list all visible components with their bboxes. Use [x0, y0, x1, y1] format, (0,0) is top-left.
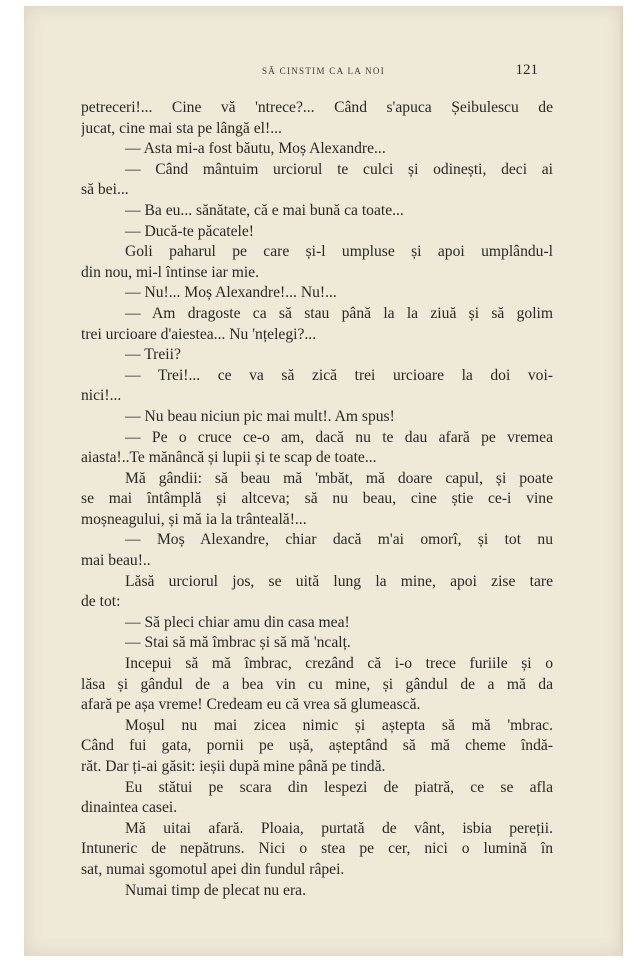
text-line: dinaintea casei.: [81, 799, 178, 817]
body-text: [81, 98, 553, 901]
text-line: din nou, mi-l întinse iar mie.: [81, 263, 260, 281]
text-line: Incepui să mă îmbrac, crezând că i-o trece furiile și o: [125, 655, 553, 673]
text-line: mai beau!..: [81, 552, 151, 570]
text-line: — Pe o cruce ce-o am, dacă nu te dau afară pe vremea: [125, 428, 553, 446]
text-line: Eu stătui pe scara din lespezi de piatră, ce se afla: [125, 778, 553, 796]
text-line: — Ba eu... sănătate, că e mai bună ca toate...: [125, 201, 404, 219]
text-line: — Moș Alexandre, chiar dacă m'ai omorî, și tot nu: [125, 531, 553, 549]
text-line: Numai timp de plecat nu era.: [125, 881, 306, 899]
text-line: — Am dragoste ca să stau până la la ziuă și să golim: [125, 304, 553, 322]
text-line: — Nu beau niciun pic mai mult!. Am spus!: [125, 407, 395, 425]
text-line: — Când mântuim urciorul te culci și odinești, deci ai: [125, 160, 553, 178]
text-line: Mă uitai afară. Ploaia, purtată de vânt, isbia pereții.: [125, 819, 553, 837]
text-line: se mai întâmplă și altceva; să nu beau, cine știe ce-i vine: [81, 490, 553, 508]
text-line: Când fui gata, pornii pe ușă, așteptând să mă cheme îndă-: [81, 737, 553, 755]
text-line: aiasta!..Te mănâncă și lupii și te scap de toate...: [81, 449, 377, 467]
text-line: Goli paharul pe care și-l umpluse și apoi umplându-l: [125, 243, 553, 261]
text-line: răt. Dar ți-ai găsit: ieșii după mine până pe tindă.: [81, 758, 386, 775]
text-line: nici!...: [81, 387, 122, 405]
text-line: petreceri!... Cine vă 'ntrece?... Când s'apuca Șeibulescu de: [81, 99, 553, 116]
text-line: — Ducă-te păcatele!: [125, 222, 254, 240]
text-line: — Stai să mă îmbrac și să mă 'ncalț.: [125, 634, 351, 652]
text-line: — Treii?: [125, 346, 181, 364]
text-line: jucat, cine mai sta pe lângă el!...: [81, 119, 282, 137]
text-line: de tot:: [81, 593, 121, 611]
text-line: lăsa și gândul de a bea vin cu mine, și gândul de a mă da: [81, 675, 553, 693]
text-line: Moșul nu mai zicea nimic și aștepta să mă 'mbrac.: [125, 716, 553, 734]
text-line: să bei...: [81, 181, 129, 199]
book-page: [24, 6, 623, 956]
running-head: SĂ CINSTIM CA LA NOI: [261, 66, 385, 76]
text-line: afară pe așa vreme! Credeam eu că vrea să glumească.: [81, 696, 421, 714]
text-line: trei urcioare d'aiestea... Nu 'nțelegi?...: [81, 325, 317, 343]
text-line: — Asta mi-a fost băutu, Moș Alexandre...: [125, 140, 386, 158]
text-line: — Să pleci chiar amu din casa mea!: [125, 613, 350, 631]
text-line: — Nu!... Moș Alexandre!... Nu!...: [125, 284, 337, 302]
page-edge: [619, 6, 623, 956]
text-line: Mă gândii: să beau mă 'mbăt, mă doare capul, și poate: [125, 469, 553, 487]
text-line: Intuneric de nepătruns. Nici o stea pe cer, nici o lumină în: [81, 840, 553, 858]
text-line: — Trei!... ce va să zică trei urcioare la doi voi-: [125, 366, 553, 384]
page-number: 121: [515, 62, 538, 78]
text-line: sat, numai sgomotul apei din fundul râpei.: [81, 860, 345, 878]
text-line: Lăsă urciorul jos, se uită lung la mine, apoi zise tare: [125, 572, 553, 590]
text-line: moșneagului, și mă ia la trânteală!...: [81, 510, 307, 528]
